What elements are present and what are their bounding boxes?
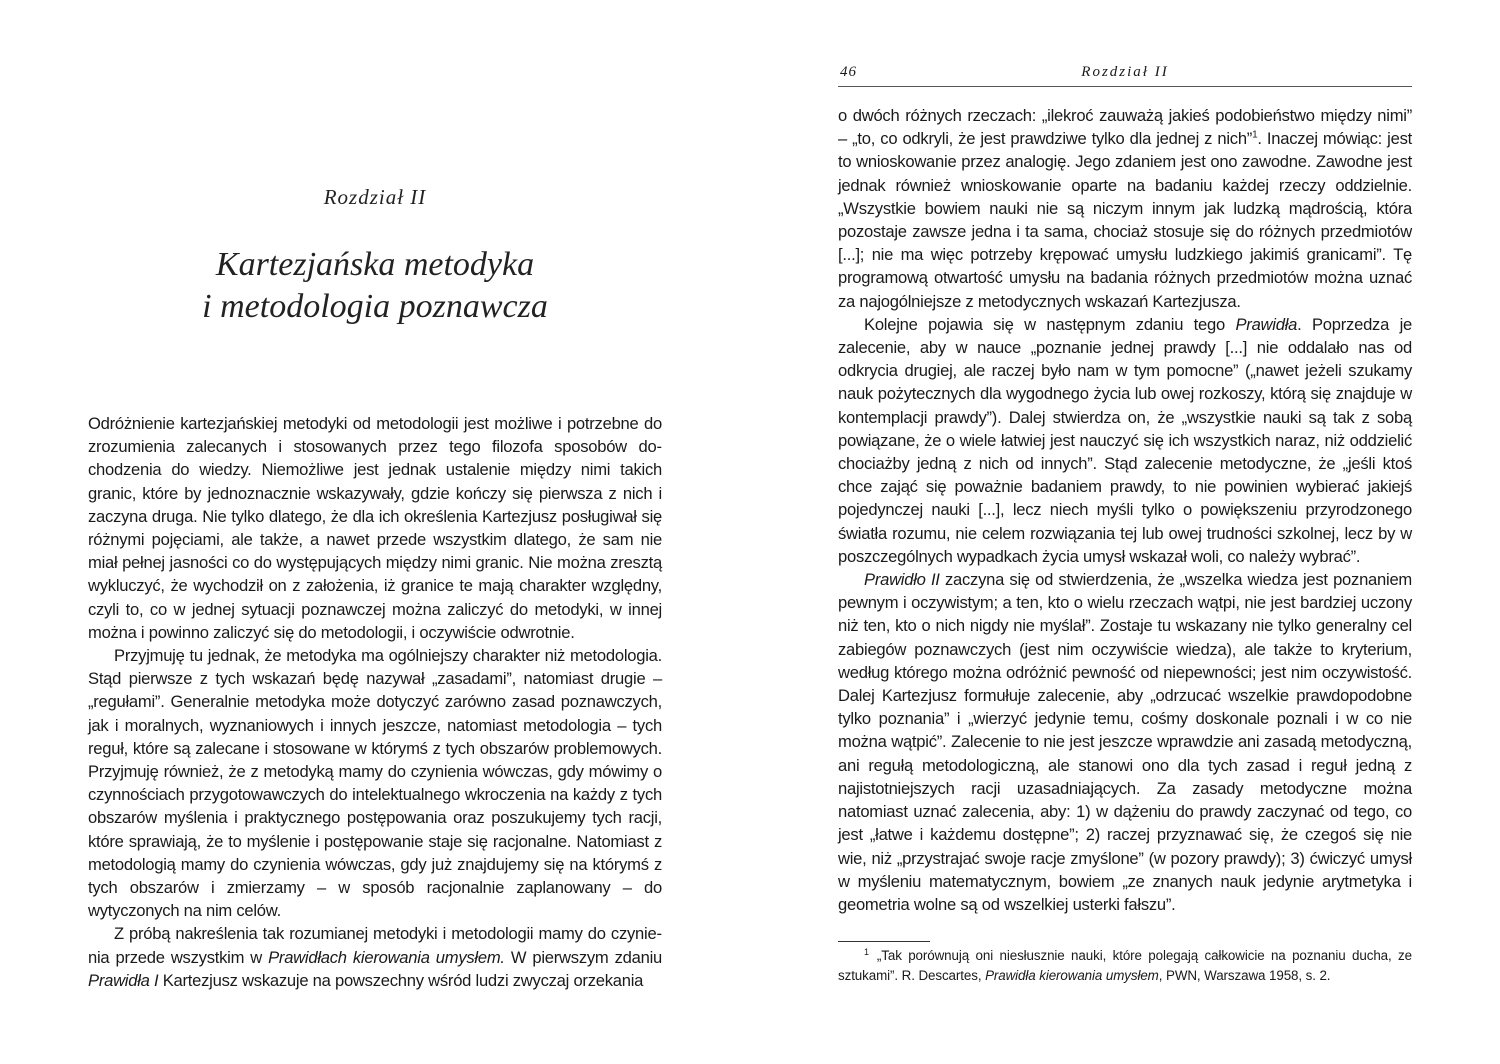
chapter-title bbox=[88, 244, 662, 328]
footnote bbox=[838, 946, 1412, 986]
text-run: Z próbą nakreślenia tak rozumianej metodyki i metodologii mamy do czynienia przede wszystkim w bbox=[88, 924, 662, 967]
footnote-rule bbox=[838, 941, 930, 942]
chapter-label: Rozdział II bbox=[323, 185, 427, 209]
running-head bbox=[838, 62, 1412, 87]
paragraph bbox=[838, 568, 1412, 916]
text-run: . Inaczej mówiąc: jest to wnioskowanie przez analogię. Jego zdaniem jest ono zawodne. Zawodne jest jednak również wnioskowanie oparte na badaniu każdej rzeczy oddzielnie. „Wszystkie bowiem nauki nie są niczym innym jak ludzką mądrością, która pozostaje zawsze jedna i ta sama, chociaż stosuje się do różnych przedmiotów [...]; nie ma więc potrzeby krępować umysłu ludzkiego jakimiś granicami”. Tę programową otwartość umysłu na badania różnych przedmiotów można uznać za najogólniejsze z metodycznych wskazań Kartezjusza. bbox=[838, 129, 1412, 311]
italic-text: Prawidła I bbox=[88, 970, 159, 990]
text-run: o dwóch różnych rzeczach: „ilekroć zauważą jakieś podobieństwo między nimi” – „to, co odkryli, że jest prawdziwe tylko dla jednej z nich” bbox=[838, 106, 1412, 149]
text-run: „Tak porównują oni niesłusznie nauki, które polegają całkowicie na poznaniu ducha, ze sztukami”. R. Descartes, bbox=[838, 948, 1412, 983]
text-run: Odróżnienie kartezjańskiej metodyki od metodologii jest możliwe i potrzebne do zrozumienia zalecanych i stosowanych przez tego filozofa sposobów dochodzenia do wiedzy. Niemożliwe jest jednak ustalenie między nimi takich granic, które by jednoznacznie wskazywały, gdzie kończy się pierwsza z nich i zaczyna druga. Nie tylko dlatego, że dla ich określenia Kartezjusz posługiwał się różnymi pojęciami, ale także, a nawet przede wszystkim dlatego, że sam nie miał pełnej jasności co do występujących między nimi granic. Nie można zresztą wykluczyć, że wychodził on z założenia, iż granice te mają charakter względny, czyli to, co w jednej sytuacji poznawczej można zaliczyć do metodyki, w innej można i powinno zaliczyć się do metodologii, i oczywiście odwrotnie. bbox=[88, 414, 662, 642]
paragraph bbox=[838, 104, 1412, 313]
paragraph bbox=[88, 412, 662, 644]
text-run: Przyjmuję tu jednak, że metodyka ma ogólniejszy charakter niż metodologia. Stąd pierwsze z tych wskazań będę nazywał „zasadami”, natomiast drugie – „regułami”. Generalnie metodyka może dotyczyć zarówno zasad poznawczych, jak i moralnych, wyznaniowych i innych jeszcze, natomiast metodologia – tych reguł, które są zalecane i stosowane w którymś z tych obszarów problemowych. Przyjmuję również, że z metodyką mamy do czynienia wówczas, gdy mówimy o czynnościach przygotowawczych do intelektualnego wkroczenia na każdy z tych obszarów myślenia i praktycznego postępowania oraz poszukujemy tych racji, które sprawiają, że to myślenie i postępowanie staje się racjonalne. Natomiast z metodologią mamy do czynienia wówczas, gdy już znajdujemy się na którymś z tych obszarów i zmierzamy – w sposób racjonalnie zaplanowany – do wytyczonych na nim celów. bbox=[88, 646, 662, 921]
text-run: zaczyna się od stwierdzenia, że „wszelka wiedza jest poznaniem pewnym i oczywistym; a ten, kto o wielu rzeczach wątpi, nie jest bardziej uczony niż ten, kto o nich nigdy nie myślał”. Zostaje tu wskazany nie tylko generalny cel zabiegów poznawczych (jest nim oczywiście wiedza), ale także to kryterium, według którego można odróżnić pewność od niepewności; jest nim oczywistość. Dalej Kartezjusz formułuje zalecenie, aby „odrzucać wszelkie prawdopodobne tylko poznania” i „wierzyć jedynie temu, cośmy doskonale poznali i w co nie można wątpić”. Zalecenie to nie jest jeszcze wprawdzie ani zasadą metodyczną, ani regułą metodologiczną, ale stanowi ono dla tych zasad i reguł jedną z najistotniejszych racji uzasadniających. Za zasady metodyczne można natomiast uznać zalecenia, aby: 1) w dążeniu do prawdy zaczynać od tego, co jest „łatwe i każdemu dostępne”; 2) raczej przyznawać się, że czegoś się nie wie, niż „przystrajać swoje racje zmyślone” (w pozory prawdy); 3) ćwiczyć umysł w myśleniu matematycznym, bowiem „ze znanych nauk jedynie arytmetyka i geometria wolne są od wszelkiej usterki fałszu”. bbox=[838, 570, 1412, 914]
paragraph bbox=[88, 922, 662, 992]
right-body-text bbox=[838, 104, 1412, 916]
italic-text: Prawidłach kierowania umysłem. bbox=[268, 947, 505, 967]
italic-text: Prawidła bbox=[1235, 314, 1298, 334]
text-run: . Poprzedza je zalecenie, aby w nauce „poznanie jednej prawdy [...] nie oddalało nas od odkrycia drugiej, ale raczej było nam w tym pomocne” („nawet jeżeli szukamy nauk pożytecznych dla wygodnego życia lub owej rozkoszy, którą się znajduje w kontemplacji prawdy”). Dalej stwierdza on, że „wszystkie nauki są tak z sobą powiązane, że o wiele łatwiej jest nauczyć się ich wszystkich naraz, niż oddzielić chociażby jedną z nich od innych”. Stąd zalecenie metodyczne, że „jeśli ktoś chce zająć się poważnie badaniem prawdy, to nie powinien wybierać jakiejś pojedynczej nauki [...], lecz niech myśli tylko o powiększeniu przyrodzonego światła rozumu, nie celem rozwiązania tej lub owej trudności szkolnej, lecz by w poszczególnych wypadkach życia umysł wskazał woli, co należy wybrać”. bbox=[838, 314, 1412, 566]
text-run: Kartezjusz wskazuje na powszechny wśród ludzi zwyczaj orzekania bbox=[158, 970, 644, 990]
italic-text: Prawidło II bbox=[864, 570, 940, 590]
paragraph bbox=[88, 644, 662, 922]
left-body-text bbox=[88, 412, 662, 992]
page-number: 46 bbox=[840, 64, 857, 80]
footnote-reference: 1 bbox=[1252, 129, 1258, 141]
chapter-title-line-1: Kartezjańska metodyka bbox=[215, 246, 535, 283]
left-page bbox=[88, 0, 662, 1064]
footnote-mark: 1 bbox=[864, 946, 869, 957]
italic-text: Prawidła kierowania umysłem bbox=[985, 968, 1159, 983]
right-page bbox=[838, 0, 1412, 1064]
paragraph bbox=[838, 313, 1412, 568]
chapter-title-line-2: i metodologia poznawcza bbox=[202, 288, 548, 325]
text-run: W pierwszym zdaniu bbox=[504, 947, 662, 967]
running-title: Rozdział II bbox=[1081, 64, 1169, 80]
text-run: , PWN, Warszawa 1958, s. 2. bbox=[1158, 968, 1331, 983]
text-run: Kolejne pojawia się w następnym zdaniu tego bbox=[864, 314, 1236, 334]
footnote-text bbox=[838, 948, 1412, 983]
